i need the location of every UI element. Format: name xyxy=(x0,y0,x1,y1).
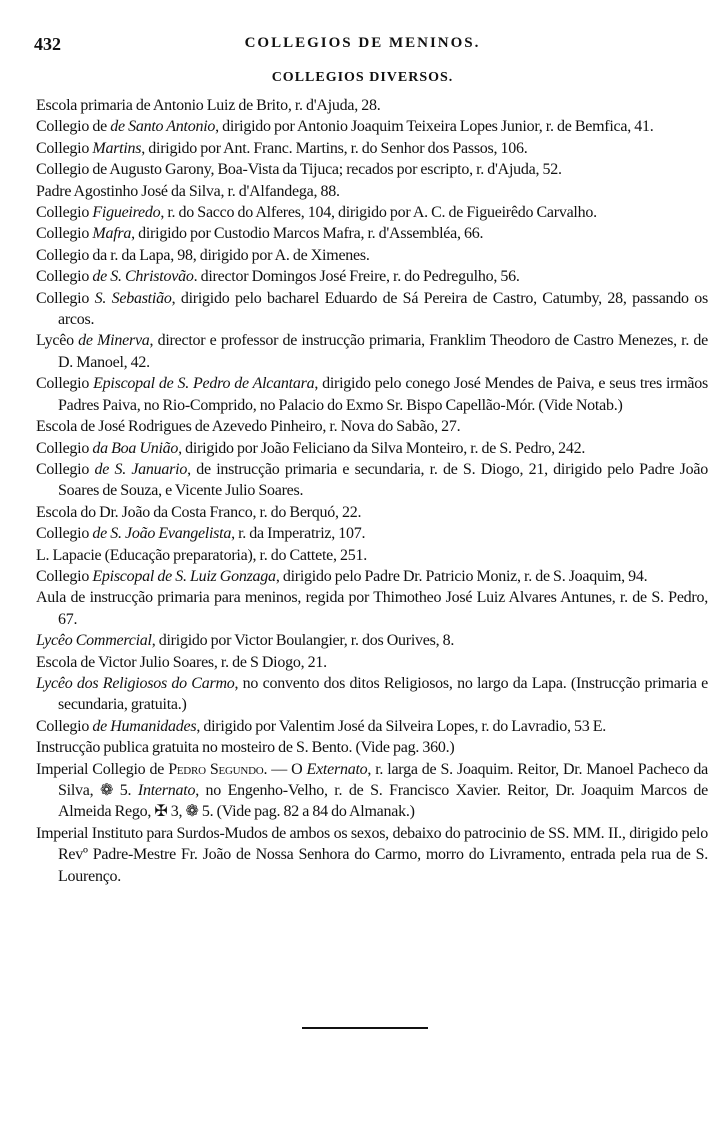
list-item xyxy=(36,587,708,630)
entry-italic-text: S. Sebastião xyxy=(94,289,172,307)
list-item xyxy=(36,159,708,180)
entry-text: , dirigido pelo Padre Dr. Patricio Moniz, r. de S. Joaquim, 94. xyxy=(275,567,648,585)
list-item xyxy=(36,116,708,137)
list-item xyxy=(36,459,708,502)
list-item xyxy=(36,566,708,587)
entry-text: Collegio xyxy=(36,139,93,157)
entry-text: Collegio xyxy=(36,289,95,307)
list-item xyxy=(36,716,708,737)
entry-italic-text: Lycêo dos Religiosos do Carmo xyxy=(36,674,235,692)
page-number: 432 xyxy=(34,34,61,54)
list-item xyxy=(36,545,708,566)
entry-text: , dirigido por João Feliciano da Silva Monteiro, r. de S. Pedro, 242. xyxy=(178,439,586,457)
entry-text: , de instrucção primaria e secundaria, r. de S. Diogo, 21, dirigido pelo Padre João Soares de Souza, e Vicente Julio Soares. xyxy=(58,460,709,500)
entry-text: Collegio da r. da Lapa, 98, dirigido por A. de Ximenes. xyxy=(36,246,370,264)
entry-text: Collegio xyxy=(36,375,94,393)
page-header xyxy=(0,34,725,56)
list-item xyxy=(36,737,708,758)
entry-text: Lycêo xyxy=(36,332,79,350)
entry-text: Escola de José Rodrigues de Azevedo Pinheiro, r. Nova do Sabão, 27. xyxy=(36,418,461,436)
entry-italic-text: de S. Januario xyxy=(94,460,188,478)
list-item xyxy=(36,823,708,887)
list-item xyxy=(36,502,708,523)
end-rule xyxy=(302,1027,428,1029)
entry-italic-text: de Santo Antonio xyxy=(110,118,216,136)
entry-italic-text: Episcopal de S. Pedro de Alcantara xyxy=(93,375,315,393)
entries-list xyxy=(36,95,708,887)
entry-text: Imperial Collegio de xyxy=(36,760,169,778)
list-item xyxy=(36,630,708,651)
list-item xyxy=(36,223,708,244)
entry-text: , dirigido por Ant. Franc. Martins, r. do Senhor dos Passos, 106. xyxy=(141,139,528,157)
list-item xyxy=(36,330,708,373)
entry-text: , no convento dos ditos Religiosos, no largo da Lapa. (Instrucção primaria e secundaria, gratuita.) xyxy=(58,674,708,714)
entry-italic-text: Martins xyxy=(92,139,142,157)
entry-text: , dirigido pelo conego José Mendes de Paiva, e seus tres irmãos Padres Paiva, no Rio-Comprido, no Palacio do Exmo Sr. Bispo Capellão-Mór. (Vide Notab.) xyxy=(58,375,709,414)
entry-italic-text: de Minerva xyxy=(78,332,150,350)
entry-italic-text: da Boa União xyxy=(92,439,179,457)
entry-text: Collegio xyxy=(36,525,93,543)
entry-text: Pedro Segundo xyxy=(168,760,264,778)
entry-text: , director e professor de instrucção primaria, Franklim Theodoro de Castro Menezes, r. de D. Manoel, 42. xyxy=(58,332,709,371)
entry-text: Imperial Instituto para Surdos-Mudos de ambos os sexos, debaixo do patrocinio de SS. MM. II., dirigido pelo Revº Padre-Mestre Fr. João de Nossa Senhora do Carmo, morro do Livramento, entrada pela rua de S. Lourenço. xyxy=(36,824,708,885)
list-item xyxy=(36,138,708,159)
entry-text: , dirigido por Victor Boulangier, r. dos Ourives, 8. xyxy=(151,632,455,650)
list-item xyxy=(36,438,708,459)
entry-text: , r. da Imperatriz, 107. xyxy=(231,525,366,543)
entry-text: Collegio de Augusto Garony, Boa-Vista da Tijuca; recados por escripto, r. d'Ajuda, 52. xyxy=(36,161,562,179)
entry-text: , dirigido por Valentim José da Silveira Lopes, r. do Lavradio, 53 E. xyxy=(196,717,607,735)
entry-italic-text: de Humanidades xyxy=(92,717,197,735)
entry-text: Collegio xyxy=(36,460,95,478)
entry-text: Escola de Victor Julio Soares, r. de S Diogo, 21. xyxy=(36,653,327,671)
list-item xyxy=(36,523,708,544)
entry-italic-text: Figueiredo xyxy=(92,204,161,222)
entry-text: , dirigido por Custodio Marcos Mafra, r. d'Assembléa, 66. xyxy=(131,225,484,243)
entry-text: Padre Agostinho José da Silva, r. d'Alfandega, 88. xyxy=(36,182,340,200)
running-title: COLLEGIOS DE MENINOS. xyxy=(244,35,481,51)
list-item xyxy=(36,416,708,437)
entry-text: , dirigido por Antonio Joaquim Teixeira Lopes Junior, r. de Bemfica, 41. xyxy=(215,118,654,136)
entry-text: Escola do Dr. João da Costa Franco, r. do Berquó, 22. xyxy=(36,503,362,521)
entry-text: Escola primaria de Antonio Luiz de Brito, r. d'Ajuda, 28. xyxy=(36,97,381,114)
list-item xyxy=(36,245,708,266)
list-item xyxy=(36,95,708,116)
list-item xyxy=(36,202,708,223)
entry-text: , no Engenho-Velho, r. de S. Francisco Xavier. Reitor, Dr. Joaquim Marcos de Almeida Rego, ✠ 3, ❁ 5. (Vide pag. 82 a 84 do Almanak.) xyxy=(58,782,709,821)
entry-text: Collegio xyxy=(36,225,93,243)
entry-text: Instrucção publica gratuita no mosteiro de S. Bento. (Vide pag. 360.) xyxy=(36,739,455,757)
list-item xyxy=(36,652,708,673)
entry-text: . — O xyxy=(263,760,307,778)
entry-text: , dirigido pelo bacharel Eduardo de Sá Pereira de Castro, Catumby, 28, passando os arcos. xyxy=(58,289,709,329)
entry-italic-text: Mafra xyxy=(92,225,132,243)
section-title: COLLEGIOS DIVERSOS. xyxy=(271,70,454,85)
entry-italic-text: Episcopal de S. Luiz Gonzaga xyxy=(92,567,276,585)
list-item xyxy=(36,673,708,716)
list-item xyxy=(36,759,708,823)
entry-text: . director Domingos José Freire, r. do Pedregulho, 56. xyxy=(193,268,520,286)
list-item xyxy=(36,373,708,416)
entry-text: L. Lapacie (Educação preparatoria), r. do Cattete, 251. xyxy=(36,546,368,564)
entry-italic-text: Internato xyxy=(137,782,196,799)
entry-text: , r. larga de S. Joaquim. Reitor, Dr. Manoel Pacheco da Silva, ❁ 5. xyxy=(58,760,709,799)
entry-text: Collegio de xyxy=(36,118,111,136)
entry-italic-text: de S. Christovão xyxy=(92,268,194,286)
entry-text: Collegio xyxy=(36,567,93,585)
entry-italic-text: Externato xyxy=(306,760,368,778)
entry-italic-text: de S. João Evangelista xyxy=(92,525,232,543)
list-item xyxy=(36,181,708,202)
entry-text: Collegio xyxy=(36,717,93,735)
entry-text: Aula de instrucção primaria para meninos, regida por Thimotheo José Luiz Alvares Antunes, r. de S. Pedro, 67. xyxy=(36,589,708,628)
entry-italic-text: Lycêo Commercial xyxy=(36,632,152,650)
list-item xyxy=(36,266,708,287)
entry-text: Collegio xyxy=(36,439,93,457)
list-item xyxy=(36,288,708,331)
entry-text: Collegio xyxy=(36,204,93,222)
entry-text: , r. do Sacco do Alferes, 104, dirigido por A. C. de Figueirêdo Carvalho. xyxy=(160,204,597,222)
entry-text: Collegio xyxy=(36,268,93,286)
